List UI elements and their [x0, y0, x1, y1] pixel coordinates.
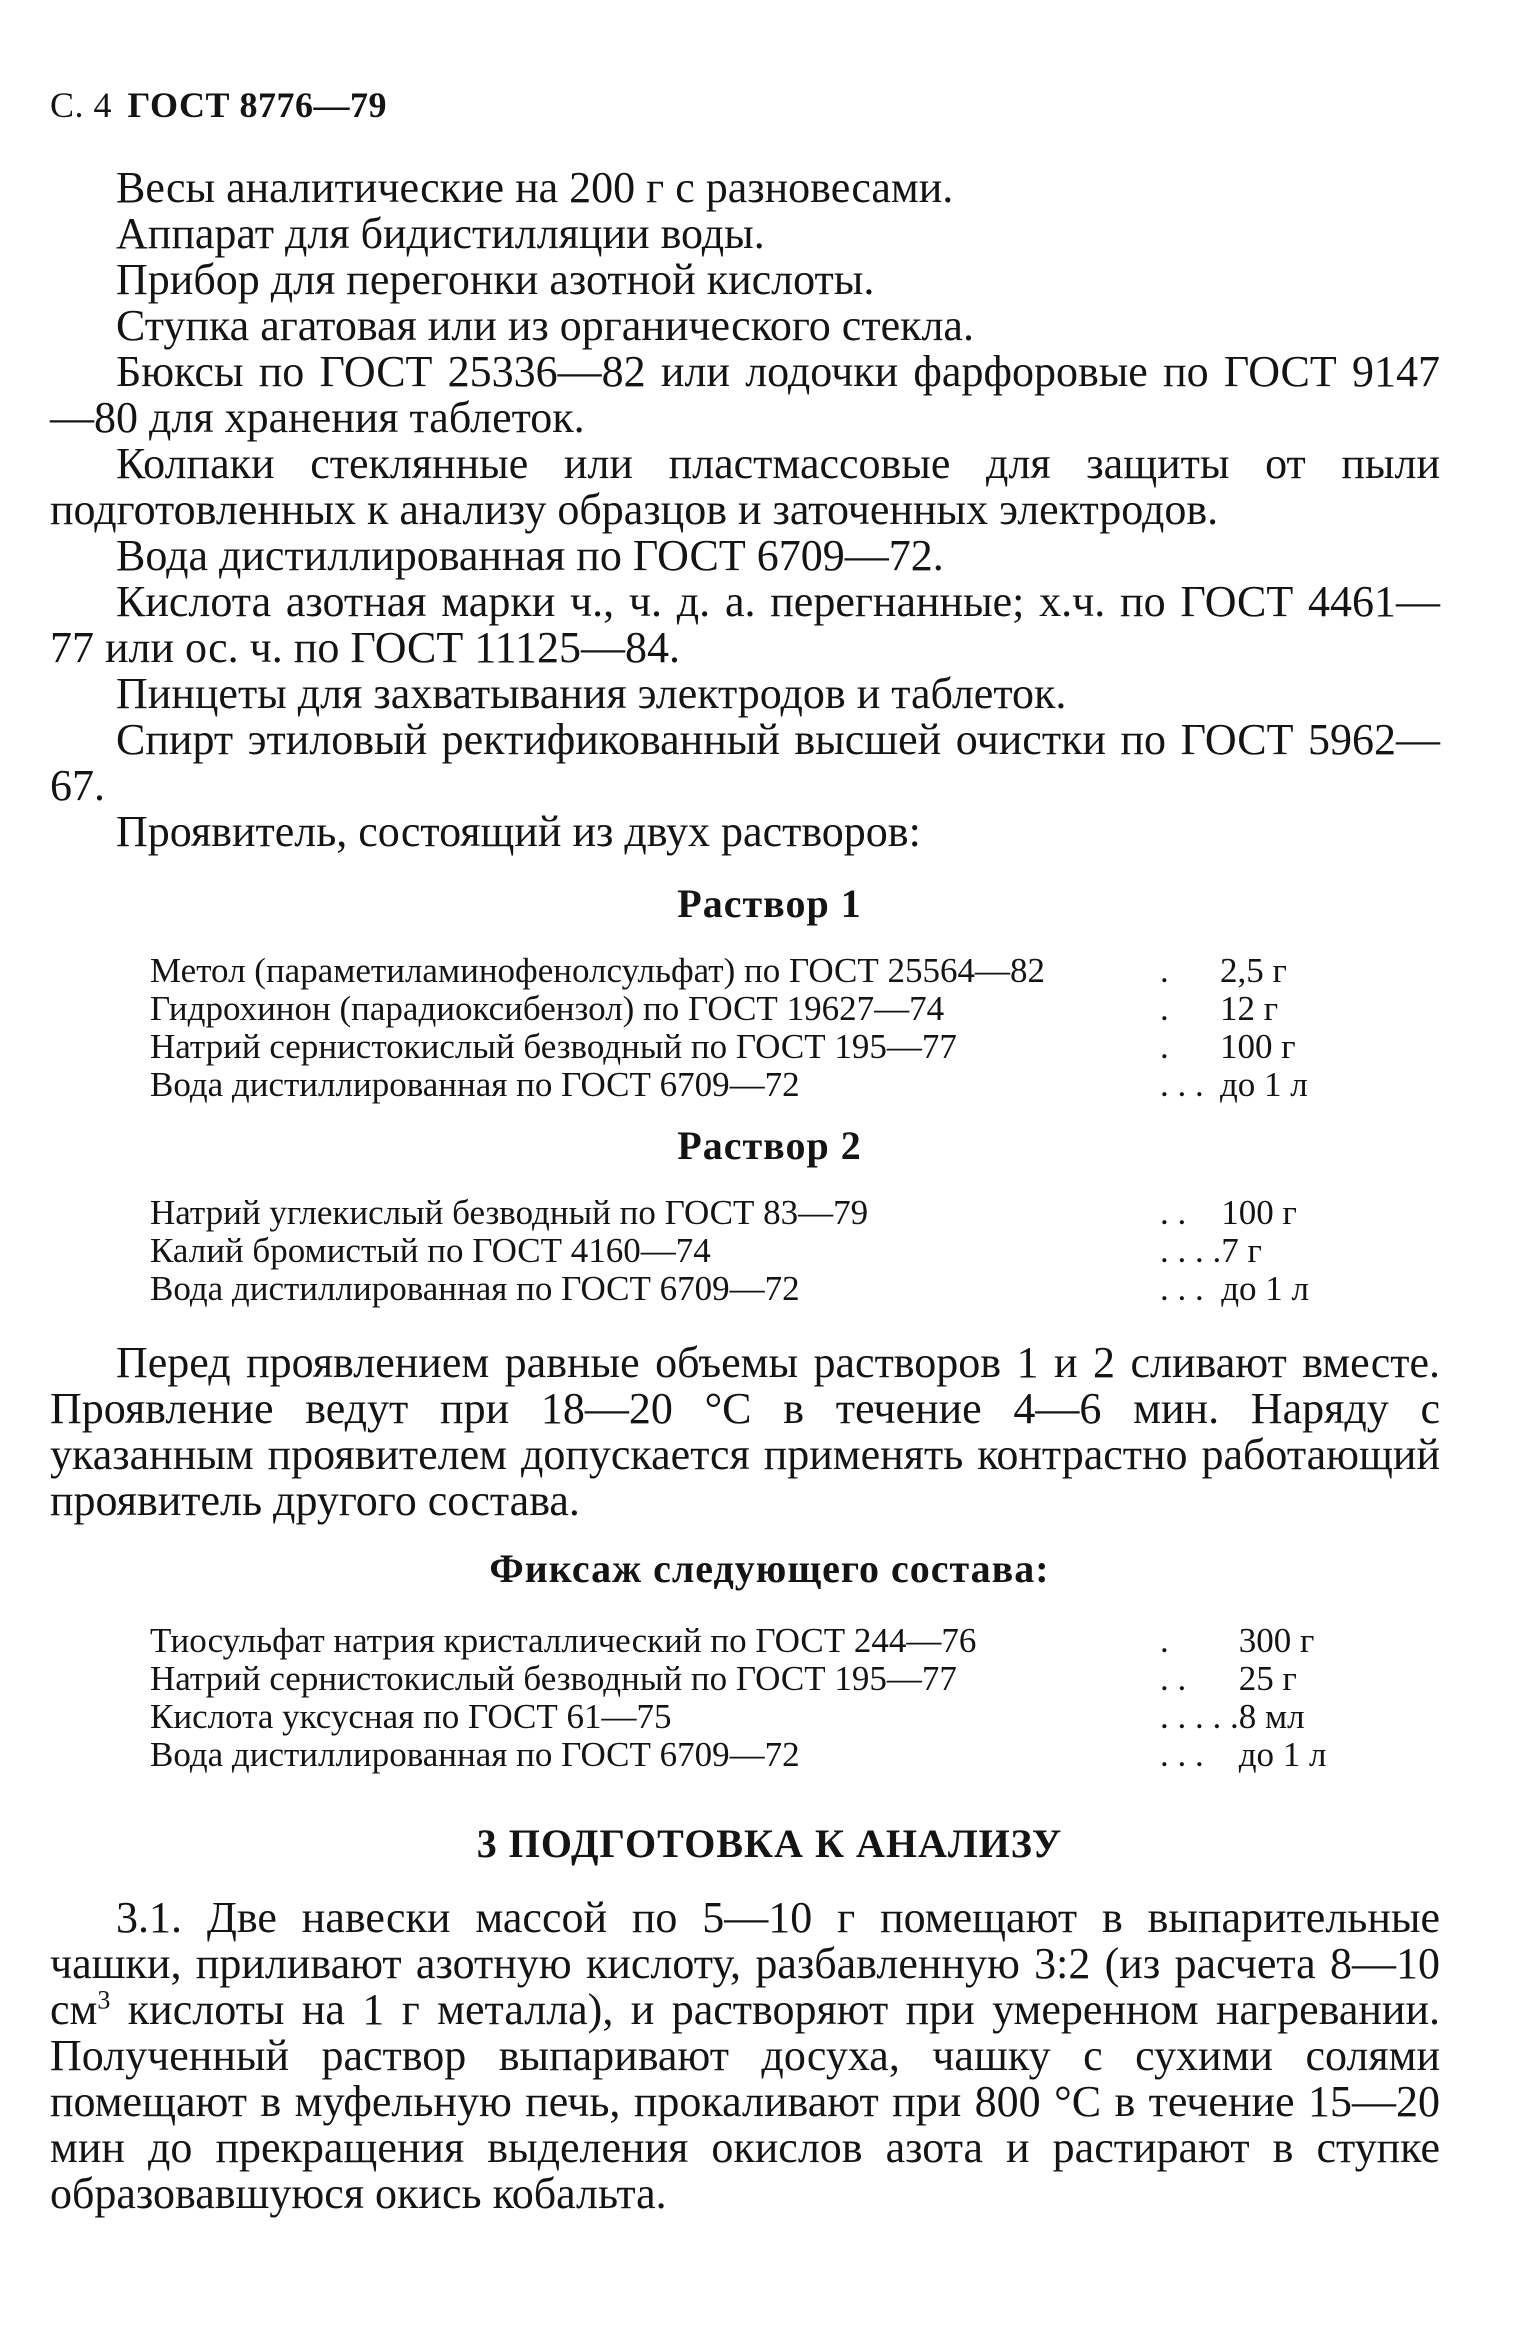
leader-dots: . . . — [1160, 1269, 1204, 1308]
item-amount: 100 г — [1221, 1193, 1297, 1232]
item-name: Калий бромистый по ГОСТ 4160—74 — [150, 1231, 711, 1270]
item-amount: до 1 л — [1220, 1065, 1308, 1104]
item-name: Вода дистиллированная по ГОСТ 6709—72 — [150, 1269, 800, 1308]
paragraph: Прибор для перегонки азотной кислоты. — [116, 255, 875, 304]
page-header — [50, 84, 387, 126]
paragraph: Ступка агатовая или из органического стекла. — [116, 301, 974, 350]
leader-dots: . . . — [1160, 1735, 1204, 1774]
paragraph-text: 3.1. Две навески массой по 5—10 г помещают в выпарительные чашки, приливают азотную кислоту, разбавленную 3:2 (из расчета 8—10 см — [50, 1893, 1440, 2034]
leader-dots: . — [1160, 1621, 1169, 1660]
leader-dots: . . . . — [1160, 1231, 1222, 1270]
table-row — [150, 952, 1350, 990]
item-name: Кислота уксусная по ГОСТ 61—75 — [150, 1697, 672, 1736]
leader-dots: . . . — [1160, 1065, 1204, 1104]
item-amount: 25 г — [1238, 1659, 1297, 1698]
fixer-table — [150, 1622, 1350, 1774]
paragraph: Проявитель, состоящий из двух растворов: — [116, 807, 921, 856]
leader-dots: . — [1160, 989, 1169, 1028]
item-name: Натрий сернистокислый безводный по ГОСТ 195—77 — [150, 1027, 957, 1066]
paragraph: Колпаки стеклянные или пластмассовые для защиты от пыли подготовленных к анализу образцов и заточенных электродов. — [50, 439, 1440, 534]
solution1-table — [150, 952, 1350, 1104]
paragraph: Спирт этиловый ректификованный высшей очистки по ГОСТ 5962—67. — [50, 715, 1440, 810]
paragraph: Аппарат для бидистилляции воды. — [116, 209, 765, 258]
solution2-table — [150, 1194, 1350, 1308]
paragraph: Бюксы по ГОСТ 25336—82 или лодочки фарфоровые по ГОСТ 9147—80 для хранения таблеток. — [50, 347, 1440, 442]
paragraph-text: кислоты на 1 г металла), и растворяют при умеренном нагревании. Полученный раствор выпаривают досуха, чашку с сухими солями помещают в муфельную печь, прокаливают при 800 °С в течение 15—20 мин до прекращения выделения окислов азота и растирают в ступке образовавшуюся окись кобальта. — [50, 1985, 1440, 2218]
item-amount: 7 г — [1221, 1231, 1262, 1270]
item-amount: 100 г — [1220, 1027, 1296, 1066]
leader-dots: . . — [1160, 1193, 1187, 1232]
equipment-list — [50, 165, 1440, 855]
item-name: Натрий углекислый безводный по ГОСТ 83—79 — [150, 1193, 869, 1232]
item-name: Вода дистиллированная по ГОСТ 6709—72 — [150, 1735, 800, 1774]
item-amount: до 1 л — [1238, 1735, 1327, 1774]
leader-dots: . — [1160, 951, 1169, 990]
table-row — [150, 1736, 1350, 1774]
table-row — [150, 1066, 1350, 1104]
leader-dots: . . — [1160, 1659, 1187, 1698]
table-row — [150, 990, 1350, 1028]
solution1-heading: Раствор 1 — [677, 881, 862, 926]
table-row — [150, 1698, 1350, 1736]
section-3-body — [50, 1895, 1440, 2217]
paragraph: Пинцеты для захватывания электродов и таблеток. — [116, 669, 1067, 718]
item-amount: 2,5 г — [1220, 951, 1287, 990]
item-amount: 12 г — [1220, 989, 1279, 1028]
table-row — [150, 1232, 1350, 1270]
table-row — [150, 1194, 1350, 1232]
superscript: 3 — [97, 1985, 111, 2015]
item-name: Гидрохинон (парадиоксибензол) по ГОСТ 19627—74 — [150, 989, 945, 1028]
leader-dots: . . . . . — [1160, 1697, 1239, 1736]
section-heading: 3 ПОДГОТОВКА К АНАЛИЗУ — [476, 1821, 1063, 1866]
solution2-heading: Раствор 2 — [677, 1123, 862, 1168]
paragraph: Кислота азотная марки ч., ч. д. а. перегнанные; х.ч. по ГОСТ 4461—77 или ос. ч. по ГОСТ 11125—84. — [50, 577, 1440, 672]
developer-note — [50, 1340, 1440, 1524]
table-row — [150, 1660, 1350, 1698]
item-amount: 8 мл — [1238, 1697, 1305, 1736]
page-number: С. 4 — [50, 85, 113, 125]
fixer-heading: Фиксаж следующего состава: — [489, 1546, 1050, 1591]
item-name: Натрий сернистокислый безводный по ГОСТ 195—77 — [150, 1659, 957, 1698]
item-name: Тиосульфат натрия кристаллический по ГОСТ 244—76 — [150, 1621, 977, 1660]
table-row — [150, 1028, 1350, 1066]
paragraph: Перед проявлением равные объемы растворов 1 и 2 сливают вместе. Проявление ведут при 18—20 °С в течение 4—6 мин. Наряду с указанным проявителем допускается применять контрастно работающий проявитель другого состава. — [50, 1338, 1440, 1525]
standard-number: ГОСТ 8776—79 — [127, 85, 387, 125]
table-row — [150, 1622, 1350, 1660]
item-amount: до 1 л — [1221, 1269, 1310, 1308]
item-name: Вода дистиллированная по ГОСТ 6709—72 — [150, 1065, 800, 1104]
paragraph: Вода дистиллированная по ГОСТ 6709—72. — [116, 531, 944, 580]
item-name: Метол (параметиламинофенолсульфат) по ГОСТ 25564—82 — [150, 951, 1045, 990]
leader-dots: . — [1160, 1027, 1169, 1066]
paragraph: Весы аналитические на 200 г с разновесами. — [116, 163, 954, 212]
paragraph — [50, 1895, 1440, 2217]
table-row — [150, 1270, 1350, 1308]
item-amount: 300 г — [1238, 1621, 1315, 1660]
